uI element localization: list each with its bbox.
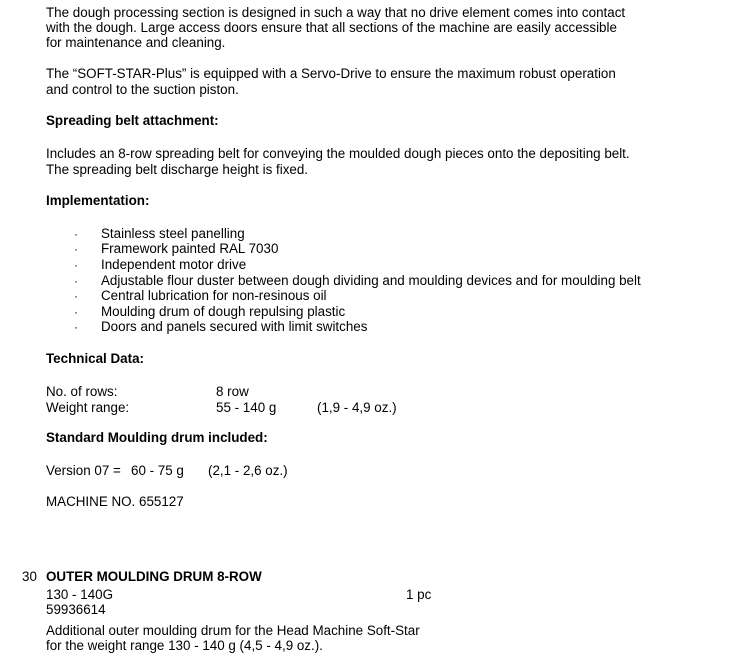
implementation-item: Adjustable flour duster between dough dividing and moulding devices and for moulding belt	[101, 273, 641, 288]
bullet-marker: ·	[74, 320, 78, 334]
bullet-marker: ·	[74, 305, 78, 319]
drum-version-value: 60 - 75 g	[131, 463, 184, 478]
machine-number: MACHINE NO. 655127	[46, 494, 184, 509]
intro-para2-line2: and control to the suction piston.	[46, 82, 239, 97]
intro-para2-line1: The “SOFT-STAR-Plus” is equipped with a Servo-Drive to ensure the maximum robust operation	[46, 66, 616, 81]
tech-row-value: 8 row	[216, 384, 249, 399]
implementation-item: Independent motor drive	[101, 257, 247, 272]
spreading-line2: The spreading belt discharge height is fixed.	[46, 162, 309, 177]
position-desc-line1: Additional outer moulding drum for the Head Machine Soft-Star	[46, 623, 420, 638]
position-number: 30	[22, 569, 37, 584]
drum-version-extra: (2,1 - 2,6 oz.)	[208, 463, 288, 478]
drum-heading: Standard Moulding drum included:	[46, 430, 268, 445]
implementation-item: Doors and panels secured with limit switches	[101, 319, 368, 334]
technical-heading: Technical Data:	[46, 351, 144, 366]
position-desc-line2: for the weight range 130 - 140 g (4,5 - 4,9 oz.).	[46, 638, 323, 653]
bullet-marker: ·	[74, 289, 78, 303]
drum-version-label: Version 07 =	[46, 463, 121, 478]
intro-para1-line2: with the dough. Large access doors ensure that all sections of the machine are easily accessible	[46, 20, 617, 35]
tech-row-value: 55 - 140 g	[216, 400, 277, 415]
implementation-item: Stainless steel panelling	[101, 226, 245, 241]
spreading-heading: Spreading belt attachment:	[46, 113, 219, 128]
position-code: 59936614	[46, 602, 106, 617]
implementation-heading: Implementation:	[46, 193, 150, 208]
position-title: OUTER MOULDING DRUM 8-ROW	[46, 569, 262, 584]
implementation-item: Moulding drum of dough repulsing plastic	[101, 304, 346, 319]
tech-row-label: Weight range:	[46, 400, 130, 415]
position-quantity: 1 pc	[406, 587, 432, 602]
bullet-marker: ·	[74, 242, 78, 256]
bullet-marker: ·	[74, 258, 78, 272]
bullet-marker: ·	[74, 227, 78, 241]
position-range: 130 - 140G	[46, 587, 113, 602]
intro-para1-line1: The dough processing section is designed in such a way that no drive element comes into contact	[46, 5, 626, 20]
bullet-marker: ·	[74, 274, 78, 288]
intro-para1-line3: for maintenance and cleaning.	[46, 35, 226, 50]
implementation-item: Framework painted RAL 7030	[101, 241, 279, 256]
tech-row-label: No. of rows:	[46, 384, 118, 399]
implementation-item: Central lubrication for non-resinous oil	[101, 288, 327, 303]
spreading-line1: Includes an 8-row spreading belt for conveying the moulded dough pieces onto the depositing belt.	[46, 146, 630, 161]
tech-row-extra: (1,9 - 4,9 oz.)	[317, 400, 397, 415]
